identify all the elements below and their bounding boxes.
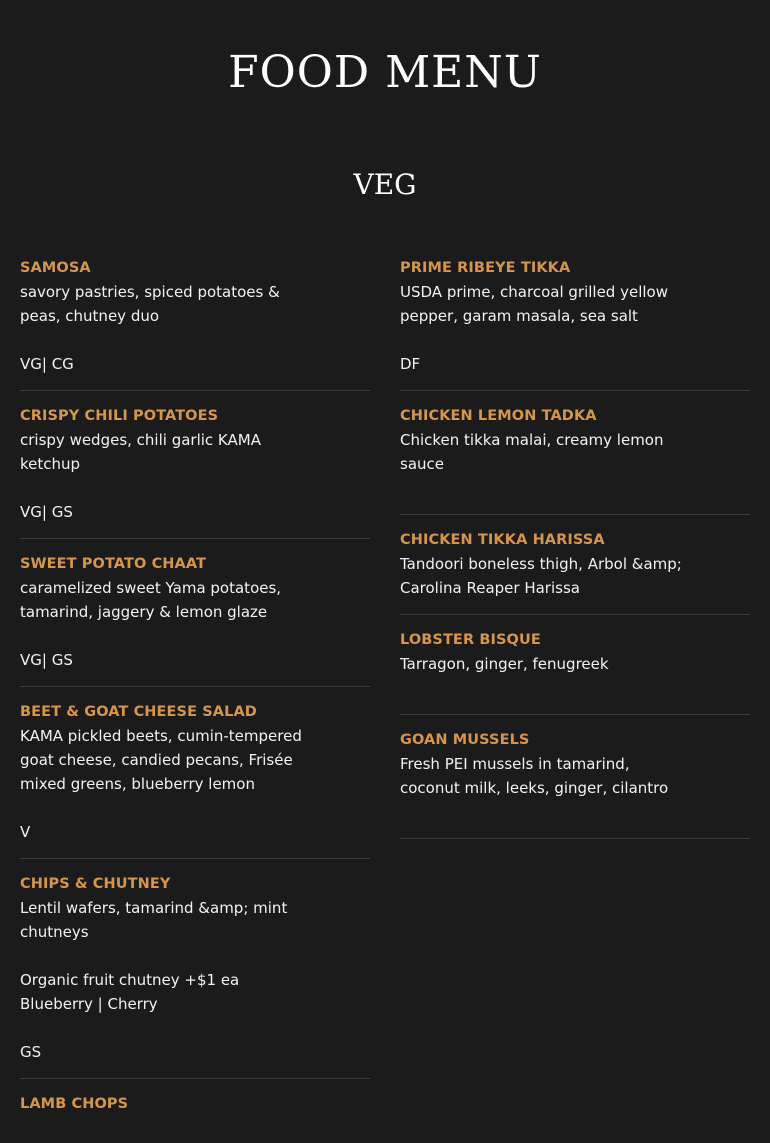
menu-item-name: PRIME RIBEYE TIKKA xyxy=(400,260,571,276)
menu-item-description: Tandoori boneless thigh, Arbol &amp; Carolina Reaper Harissa xyxy=(400,555,682,597)
menu-item-name: LOBSTER BISQUE xyxy=(400,632,541,648)
menu-item xyxy=(400,256,750,391)
menu-item xyxy=(20,872,370,1079)
menu-column-right xyxy=(400,256,750,852)
menu-item-description: savory pastries, spiced potatoes & peas, chutney duo xyxy=(20,283,280,325)
addon-price-line: Organic fruit chutney +$1 ea xyxy=(20,971,240,989)
menu-item-name: SWEET POTATO CHAAT xyxy=(20,556,207,572)
menu-column-left xyxy=(20,256,370,1143)
menu-item xyxy=(20,552,370,687)
menu-item xyxy=(400,528,750,615)
menu-item xyxy=(20,1092,370,1130)
menu-item xyxy=(400,404,750,515)
menu-item-name: CHICKEN TIKKA HARISSA xyxy=(400,532,605,548)
menu-item xyxy=(400,628,750,715)
menu-item-name: CRISPY CHILI POTATOES xyxy=(20,408,219,424)
menu-item-description: crispy wedges, chili garlic KAMA ketchup xyxy=(20,431,261,473)
menu-item-description: Fresh PEI mussels in tamarind, coconut milk, leeks, ginger, cilantro xyxy=(400,755,669,797)
menu-item-name: GOAN MUSSELS xyxy=(400,732,530,748)
menu-item-name: CHICKEN LEMON TADKA xyxy=(400,408,597,424)
menu-item-name: BEET & GOAT CHEESE SALAD xyxy=(20,704,257,720)
menu-item-dietary-tag: GS xyxy=(20,1043,42,1061)
menu-item-description: USDA prime, charcoal grilled yellow pepper, garam masala, sea salt xyxy=(400,283,668,325)
menu-item-dietary-tag: VG| GS xyxy=(20,651,73,669)
menu-item-description: KAMA pickled beets, cumin-tempered goat cheese, candied pecans, Frisée mixed greens, blueberry lemon xyxy=(20,727,302,793)
section-title-veg: VEG xyxy=(353,168,417,201)
addon-options-line: Blueberry | Cherry xyxy=(20,995,158,1013)
menu-item-dietary-tag: DF xyxy=(400,355,421,373)
menu-item-description: Chicken tikka malai, creamy lemon sauce xyxy=(400,431,664,473)
menu-item xyxy=(20,256,370,391)
menu-item-dietary-tag: VG| GS xyxy=(20,503,73,521)
page-title: FOOD MENU xyxy=(228,47,542,98)
menu-item-name: LAMB CHOPS xyxy=(20,1096,129,1112)
menu-item xyxy=(400,728,750,839)
menu-item-dietary-tag: VG| CG xyxy=(20,355,74,373)
menu-item-description: caramelized sweet Yama potatoes, tamarind, jaggery & lemon glaze xyxy=(20,579,282,621)
menu-item-description: Tarragon, ginger, fenugreek xyxy=(400,655,609,673)
menu-item-name: CHIPS & CHUTNEY xyxy=(20,876,171,892)
menu-item-name: SAMOSA xyxy=(20,260,91,276)
menu-item-addon xyxy=(20,968,370,1016)
menu-item xyxy=(20,700,370,859)
menu-item-description: Lentil wafers, tamarind &amp; mint chutneys xyxy=(20,899,288,941)
menu-item xyxy=(20,404,370,539)
menu-item-dietary-tag: V xyxy=(20,823,31,841)
